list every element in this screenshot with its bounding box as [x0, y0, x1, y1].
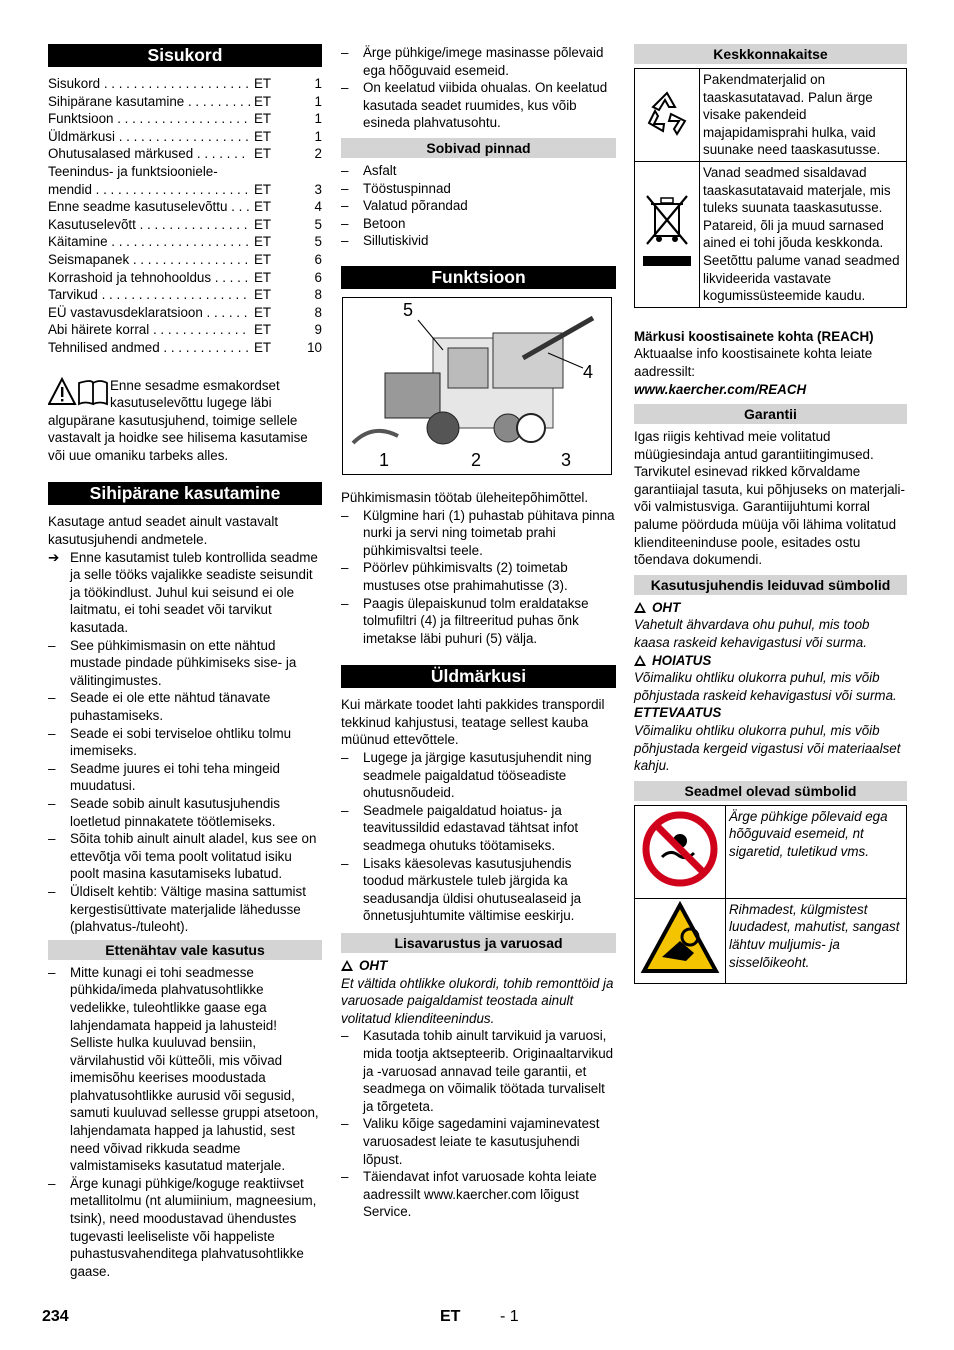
footer-sub: - 1 — [500, 1308, 519, 1325]
symbol-text: Vahetult ähvardava ohu puhul, mis toob kaasa raskeid kehavigastusi või surma. — [634, 617, 870, 651]
toc-page: 5 — [314, 234, 322, 250]
toc-lang: ET — [254, 322, 272, 338]
misuse-heading: Ettenähtav vale kasutus — [48, 940, 322, 960]
toc-page: 6 — [314, 251, 322, 267]
device-symbol-text: Ärge pühkige põlevaid ega hõõguvaid esemeid, nt sigaretid, tuletikud vms. — [726, 805, 907, 898]
accessories-warning-text: Et vältida ohtlikke olukordi, tohib remonttöid ja varuosade paigaldamist teostada ainult volitatud klienditeenindus. — [341, 975, 614, 1026]
table-row — [635, 161, 907, 307]
toc-page: 9 — [314, 322, 322, 338]
list-item: – Seade ei sobi terviseloe ohtliku tolmu imemiseks. — [48, 725, 322, 760]
toc-page: 10 — [307, 339, 322, 355]
warning-triangle-icon — [341, 960, 353, 971]
reach-heading: Märkusi koostisainete kohta (REACH) — [634, 328, 874, 344]
function-intro: Pühkimismasin töötab üleheitepõhimõttel. — [341, 489, 589, 505]
toc-title: Enne seadme kasutuselevõttu . . . — [48, 198, 250, 216]
recycling-icon — [635, 69, 700, 162]
general-intro: Kui märkate toodet lahti pakkides transpordil tekkinud kahjustusi, teatage sellest kauba müünud ettevõttele. — [341, 697, 605, 748]
list-item: – Lugege ja järgige kasutusjuhendit ning seadmele paigaldatud tööseadiste ohutusnõudeid. — [341, 749, 616, 802]
accessories-list — [341, 1027, 616, 1221]
list-item: – On keelatud viibida ohualas. On keelatud kasutada seadet ruumides, kus võib esineda plahvatusohtu. — [341, 79, 616, 132]
toc-row[interactable] — [48, 233, 322, 251]
table-row — [635, 69, 907, 162]
toc-lang: ET — [254, 304, 272, 320]
toc-lang: ET — [254, 339, 272, 355]
list-item: – Seade ei ole ette nähtud tänavate puhastamiseks. — [48, 689, 322, 724]
misuse-list — [48, 964, 322, 1281]
toc-title: Sihipärane kasutamine . . . — [48, 93, 250, 111]
list-item: – See pühkimismasin on ette nähtud mustade pindade pühkimiseks sise- ja välitingimustes. — [48, 637, 322, 690]
toc-row[interactable] — [48, 93, 322, 111]
column-right — [634, 44, 907, 984]
toc-lang: ET — [254, 251, 272, 267]
toc-title: Tehnilised andmed . . . — [48, 339, 250, 357]
list-item: – Seadme juures ei tohi teha mingeid muudatusi. — [48, 760, 322, 795]
symbol-label-warning: HOIATUS — [634, 652, 907, 670]
toc-lang: ET — [254, 287, 272, 303]
toc-list — [48, 75, 322, 357]
environment-text: Pakendmaterjalid on taaskasutatavad. Palun ärge visake pakendeid majapidamisprahi hulka, vaid suunake need taaskasutusse. — [700, 69, 907, 162]
toc-row[interactable] — [48, 216, 322, 234]
usage-arrow-item: ➔ Enne kasutamist tuleb kontrollida seadme ja selle tööks vajalikke seadiste seisundit ja töökindlust. Juhul kui seisund ei ole laitmatu, ei tohi seadet või tarvikut kasutada. — [48, 549, 318, 636]
accessories-warning-label: OHT — [341, 957, 616, 975]
list-item: – Lisaks käesolevas kasutusjuhendis toodud märkustele tuleb järgida ka seadusandja üldisi ohutusealaseid ja õnnetusjuhtumite vältimise eeskirju. — [341, 855, 616, 925]
toc-page: 1 — [314, 76, 322, 91]
surfaces-heading: Sobivad pinnad — [341, 138, 616, 158]
list-item: – Seadmele paigaldatud hoiatus- ja teavitussildid edastavad tähtsat infot seadmega ohutuks töötamiseks. — [341, 802, 616, 855]
table-row — [635, 898, 907, 983]
crossed-bin-icon — [635, 161, 700, 307]
figure-label-3: 3 — [561, 449, 572, 470]
toc-row[interactable] — [48, 110, 322, 128]
function-list — [341, 507, 616, 648]
toc-page: 4 — [314, 199, 322, 215]
device-symbols-heading: Seadmel olevad sümbolid — [634, 781, 907, 801]
list-item: – Sillutiskivid — [341, 232, 616, 250]
toc-page: 8 — [314, 304, 322, 320]
warning-triangle-icon — [634, 655, 646, 666]
toc-title: Funktsioon . . . — [48, 110, 250, 128]
column-middle — [341, 44, 616, 1221]
toc-lang: ET — [254, 111, 272, 127]
toc-row[interactable] — [48, 181, 322, 199]
general-heading: Üldmärkusi — [341, 665, 616, 688]
list-item: – Valatud põrandad — [341, 197, 616, 215]
toc-title-line[interactable]: Teenindus- ja funktsiooniele- — [48, 163, 218, 179]
environment-table — [634, 68, 907, 308]
device-symbol-text: Rihmadest, külgmistest luudadest, mahutist, sangast lähtuv muljumis- ja sisselõikeoht. — [726, 898, 907, 983]
toc-title: Üldmärkusi . . . — [48, 128, 250, 146]
toc-row[interactable] — [48, 198, 322, 216]
toc-lang: ET — [254, 76, 272, 91]
toc-page: 5 — [314, 216, 322, 232]
sweeper-machine-illustration — [343, 298, 611, 474]
list-item: – Tööstuspinnad — [341, 180, 616, 198]
intro-warning-text: Enne sesadme esmakordset kasutuselevõttu lugege läbi algupärane kasutusjuhend, toimige sellele vastavalt ja hoidke see hilisema kasutamise või uue omaniku tarbeks alles. — [48, 377, 308, 463]
warning-triangle-icon — [634, 602, 646, 613]
toc-title: Sisukord . . . — [48, 75, 250, 93]
symbol-text: Võimaliku ohtliku olukorra puhul, mis võib põhjustada kergeid vigastusi või materiaalset kahju. — [634, 723, 901, 774]
toc-title: mendid . . . — [48, 181, 250, 199]
toc-title: Abi häirete korral . . . — [48, 321, 250, 339]
figure-label-1: 1 — [379, 449, 390, 470]
toc-page: 3 — [314, 181, 322, 197]
read-manual-warning-icon — [48, 377, 110, 407]
toc-row[interactable] — [48, 339, 322, 357]
toc-page: 2 — [314, 146, 322, 162]
warranty-text: Igas riigis kehtivad meie volitatud müügiesindaja antud garantiitingimused. Tarvikutel esinevad rikked kõrvaldame garantiiajal tasuta, kui põhjuseks on materjali- või valmistusviga. Garantiijuhtumi korral palume pöörduda müüja või lähima volitatud klienditeeninduse poole, esitades ostu tõendava dokumendi. — [634, 429, 905, 568]
no-burning-objects-icon — [635, 805, 726, 898]
toc-row[interactable] — [48, 321, 322, 339]
list-item: – Valiku kõige sagedamini vajaminevatest varuosadest leiate te kasutusjuhendi lõpust. — [341, 1115, 616, 1168]
toc-lang: ET — [254, 181, 272, 197]
toc-page: 1 — [314, 111, 322, 127]
toc-lang: ET — [254, 199, 272, 215]
table-row — [635, 805, 907, 898]
toc-lang: ET — [254, 216, 272, 232]
arrow-right-icon: ➔ — [48, 549, 60, 565]
footer-language: ET — [440, 1308, 461, 1325]
surfaces-list — [341, 162, 616, 250]
toc-page: 1 — [314, 93, 322, 109]
toc-lang: ET — [254, 146, 272, 162]
toc-title: EÜ vastavusdeklaratsioon . . . — [48, 304, 250, 322]
environment-text: Vanad seadmed sisaldavad taaskasutatavaid materjale, mis tuleks suunata taaskasutusse. Patareid, õli ja muud sarnased ained ei tohi jõuda keskkonda. Seetõttu palume vanad seadmed likvideerida vastavate kogumissüsteemide kaudu. — [700, 161, 907, 307]
toc-row[interactable] — [48, 286, 322, 304]
symbol-label-danger: OHT — [634, 599, 907, 617]
list-item: – Paagis ülepaiskunud tolm eraldatakse tolmufiltri (4) ja filtreeritud puhas õnk imetakse läbi puhuri (5) välja. — [341, 595, 616, 648]
toc-lang: ET — [254, 93, 272, 109]
symbol-label-caution: ETTEVAATUS — [634, 705, 722, 721]
toc-lang: ET — [254, 128, 272, 144]
device-symbols-table — [634, 805, 907, 984]
toc-lang: ET — [254, 269, 272, 285]
toc-lang: ET — [254, 234, 272, 250]
toc-title: Korrashoid ja tehnohooldus . . . — [48, 269, 250, 287]
usage-list — [48, 637, 322, 936]
toc-row[interactable] — [48, 75, 322, 93]
list-item: – Seade sobib ainult kasutusjuhendis loetletud pinnakatete töötlemiseks. — [48, 795, 322, 830]
intro-warning — [48, 377, 322, 465]
list-item: – Asfalt — [341, 162, 616, 180]
list-item: – Pöörlev pühkimisvalts (2) toimetab mustuses otse prahimahutisse (3). — [341, 559, 616, 594]
function-heading: Funktsioon — [341, 266, 616, 289]
symbols-heading: Kasutusjuhendis leiduvad sümbolid — [634, 575, 907, 595]
list-item: – Sõita tohib ainult ainult aladel, kus see on ettevõtja või tema poolt volitatud isiku poolt masina kasutamiseks lubatud. — [48, 830, 322, 883]
toc-title: Kasutuselevõtt . . . — [48, 216, 250, 234]
figure-label-4: 4 — [583, 361, 594, 382]
list-item: – Mitte kunagi ei tohi seadmesse pühkida/imeda plahvatusohtlikke vedelikke, tuleohtlikke gaase ega lahjendamata happeid ja lahusteid! Selliste hulka kuuluvad bensiin, värvilahustid või kütteõli, mis võivad imemisõhu keerises moodustada plahvatusohtlikke aurusid või segusid, samuti kuuluvad sellesse gruppi atsetoon, lahjendamata happed ja lahustid, sest need võivad rikkuda seadme valmistamiseks kasutatud materjale. — [48, 964, 322, 1175]
toc-page: 1 — [314, 128, 322, 144]
toc-title: Tarvikud . . . — [48, 286, 250, 304]
list-item: – Betoon — [341, 215, 616, 233]
toc-title: Ohutusalased märkused . . . — [48, 145, 250, 163]
toc-row[interactable] — [48, 251, 322, 269]
hand-crush-warning-icon — [635, 898, 726, 983]
toc-row[interactable] — [48, 145, 322, 163]
symbol-text: Võimaliku ohtliku olukorra puhul, mis võib põhjustada raskeid kehavigastusi või surma. — [634, 670, 897, 703]
figure-label-2: 2 — [471, 449, 482, 470]
toc-page: 6 — [314, 269, 322, 285]
reach-text: Aktuaalse info koostisainete kohta leiate aadressilt: — [634, 346, 873, 379]
misuse-list-cont — [341, 44, 616, 132]
list-item: – Ärge pühkige/imege masinasse põlevaid ega hõõguvaid esemeid. — [341, 44, 616, 79]
list-item: – Täiendavat infot varuosade kohta leiate aadressilt www.kaercher.com lõigust Service. — [341, 1168, 616, 1221]
toc-page: 8 — [314, 287, 322, 303]
list-item: – Külgmine hari (1) puhastab pühitava pinna nurki ja servi ning toimetab prahi pühkimisvaltsi teele. — [341, 507, 616, 560]
sweeper-figure — [342, 297, 612, 475]
general-list — [341, 749, 616, 925]
accessories-heading: Lisavarustus ja varuosad — [341, 933, 616, 953]
environment-heading: Keskkonnakaitse — [634, 44, 907, 64]
toc-row[interactable] — [48, 128, 322, 146]
toc-title: Käitamine . . . — [48, 233, 250, 251]
list-item: – Üldiselt kehtib: Vältige masina sattumist kergestisüttivate materjalide lähedusse (plahvatus-/tuleoht). — [48, 883, 322, 936]
usage-heading: Sihipärane kasutamine — [48, 482, 322, 505]
toc-heading: Sisukord — [48, 44, 322, 67]
warranty-heading: Garantii — [634, 404, 907, 424]
toc-row[interactable] — [48, 304, 322, 322]
toc-row[interactable] — [48, 269, 322, 287]
reach-link[interactable]: www.kaercher.com/REACH — [634, 381, 807, 397]
column-left — [48, 44, 322, 1280]
list-item: – Ärge kunagi pühkige/koguge reaktiivset metallitolmu (nt alumiinium, magneesium, tsink), need moodustavad ühendustes tugevasti leeliseliste või happeliste puhastusvahenditega plahvatusohtlikke gaase. — [48, 1175, 322, 1281]
toc-title: Seismapanek . . . — [48, 251, 250, 269]
list-item: – Kasutada tohib ainult tarvikuid ja varuosi, mida tootja aktsepteerib. Originaaltarvikud ja -varuosad annavad teile garantii, et seadmega on võimalik töötada turvaliselt ja tõrgeteta. — [341, 1027, 616, 1115]
figure-label-5: 5 — [403, 299, 414, 320]
page-number: 234 — [42, 1308, 69, 1325]
usage-intro: Kasutage antud seadet ainult vastavalt kasutusjuhendi andmetele. — [48, 514, 279, 548]
